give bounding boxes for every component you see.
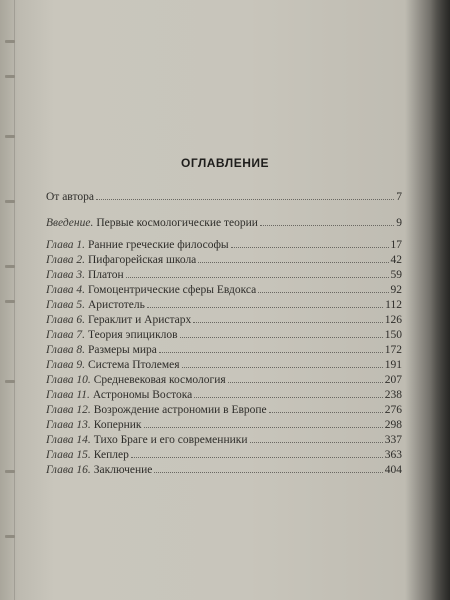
toc-entry <box>46 311 402 325</box>
binding-stitch <box>5 200 15 203</box>
binding-stitch <box>5 265 15 268</box>
toc-entry-title: Гомоцентрические сферы Евдокса <box>88 284 257 296</box>
toc-entry <box>46 416 402 430</box>
toc-entry-page: 191 <box>384 359 402 371</box>
toc-entry <box>46 236 402 250</box>
toc-heading: ОГЛАВЛЕНИЕ <box>180 156 269 170</box>
toc-entry-page: 92 <box>390 284 402 296</box>
dot-leader <box>258 281 388 293</box>
toc-entry-chapter: Глава 2. <box>46 254 85 266</box>
dot-leader <box>126 266 389 278</box>
toc-entry-title: Гераклит и Аристарх <box>88 314 192 326</box>
toc-entry-title: Аристотель <box>88 299 145 311</box>
toc-entry-title: Первые космологические теории <box>96 217 258 229</box>
toc-entry-title: Пифагорейская школа <box>88 254 197 266</box>
toc-entry <box>46 386 402 400</box>
toc-entry-title: Средневековая космология <box>93 374 226 386</box>
toc-entry-page: 42 <box>390 254 402 266</box>
toc-entry-title: Ранние греческие философы <box>88 239 229 251</box>
dot-leader <box>131 446 383 458</box>
toc-entry-chapter: Глава 3. <box>46 269 85 281</box>
toc-entry <box>46 296 402 310</box>
dot-leader <box>159 341 383 353</box>
dot-leader <box>154 461 382 473</box>
dot-leader <box>144 416 383 428</box>
toc-entry <box>46 401 402 415</box>
toc-entry-page: 112 <box>385 299 402 311</box>
toc-entry-chapter: Введение. <box>46 217 94 229</box>
binding-stitch <box>5 40 15 43</box>
toc-entry-page: 276 <box>384 404 402 416</box>
dot-leader <box>250 431 383 443</box>
toc-entry-page: 363 <box>384 449 402 461</box>
toc-entry-page: 59 <box>390 269 402 281</box>
toc-entry-chapter: Глава 13. <box>46 419 91 431</box>
toc-entry-chapter: Глава 11. <box>46 389 90 401</box>
toc-entry <box>46 371 402 385</box>
dot-leader <box>193 311 383 323</box>
toc-entry <box>46 431 402 445</box>
toc-entry-chapter: Глава 8. <box>46 344 85 356</box>
toc-entry-chapter: Глава 16. <box>46 464 91 476</box>
binding-stitch <box>5 380 15 383</box>
toc-entry-title: Коперник <box>93 419 142 431</box>
toc-entry <box>46 266 402 280</box>
toc-entry-title: Заключение <box>93 464 153 476</box>
toc-entry-title: Кеплер <box>93 449 129 461</box>
toc-entry-page: 17 <box>390 239 402 251</box>
toc-entry <box>46 461 402 475</box>
dot-leader <box>269 401 383 413</box>
toc-entry-title: Возрождение астрономии в Европе <box>93 404 267 416</box>
toc-entry-title: Размеры мира <box>88 344 157 356</box>
toc-entry-title: Теория эпициклов <box>88 329 178 341</box>
binding-stitch <box>5 535 15 538</box>
toc-entry-page: 238 <box>384 389 402 401</box>
binding-stitch <box>5 135 15 138</box>
toc-entry-page: 404 <box>384 464 402 476</box>
dot-leader <box>96 188 394 200</box>
dot-leader <box>198 251 388 263</box>
dot-leader <box>228 371 383 383</box>
toc-entry <box>46 188 402 202</box>
dot-leader <box>180 326 383 338</box>
binding-stitch <box>5 470 15 473</box>
binding-stitch <box>5 75 15 78</box>
toc-entry-title: Система Птолемея <box>88 359 180 371</box>
toc-entry-chapter: Глава 6. <box>46 314 85 326</box>
page-edge-shadow <box>430 0 450 600</box>
toc-entry-page: 7 <box>396 191 402 203</box>
toc-entry <box>46 446 402 460</box>
toc-entry-chapter: Глава 7. <box>46 329 85 341</box>
toc-entry-page: 126 <box>384 314 402 326</box>
toc-entry-title: Платон <box>88 269 124 281</box>
toc-entry-chapter: Глава 1. <box>46 239 85 251</box>
toc-entry-chapter: Глава 10. <box>46 374 91 386</box>
toc-entry-page: 9 <box>396 217 402 229</box>
toc-entry-title: Тихо Браге и его современники <box>93 434 248 446</box>
toc-entry-page: 150 <box>384 329 402 341</box>
toc-entry <box>46 341 402 355</box>
dot-leader <box>182 356 383 368</box>
toc-entry <box>46 326 402 340</box>
toc-entry <box>46 356 402 370</box>
toc-entry-page: 337 <box>384 434 402 446</box>
toc-entry-chapter: Глава 15. <box>46 449 91 461</box>
dot-leader <box>147 296 383 308</box>
toc-entry <box>46 281 402 295</box>
dot-leader <box>231 236 389 248</box>
toc-entry-chapter: Глава 5. <box>46 299 85 311</box>
dot-leader <box>260 214 394 226</box>
toc-entry-page: 298 <box>384 419 402 431</box>
toc-entry-page: 172 <box>384 344 402 356</box>
binding-stitch <box>5 300 15 303</box>
toc-entry-chapter: Глава 9. <box>46 359 85 371</box>
toc-entry-chapter: Глава 14. <box>46 434 91 446</box>
toc-entry-chapter: Глава 12. <box>46 404 91 416</box>
toc-entry <box>46 251 402 265</box>
toc-entry-title: От автора <box>46 191 94 203</box>
toc-entry <box>46 214 402 228</box>
toc-entry-chapter: Глава 4. <box>46 284 85 296</box>
dot-leader <box>194 386 383 398</box>
toc-entry-title: Астрономы Востока <box>92 389 193 401</box>
toc-entry-page: 207 <box>384 374 402 386</box>
